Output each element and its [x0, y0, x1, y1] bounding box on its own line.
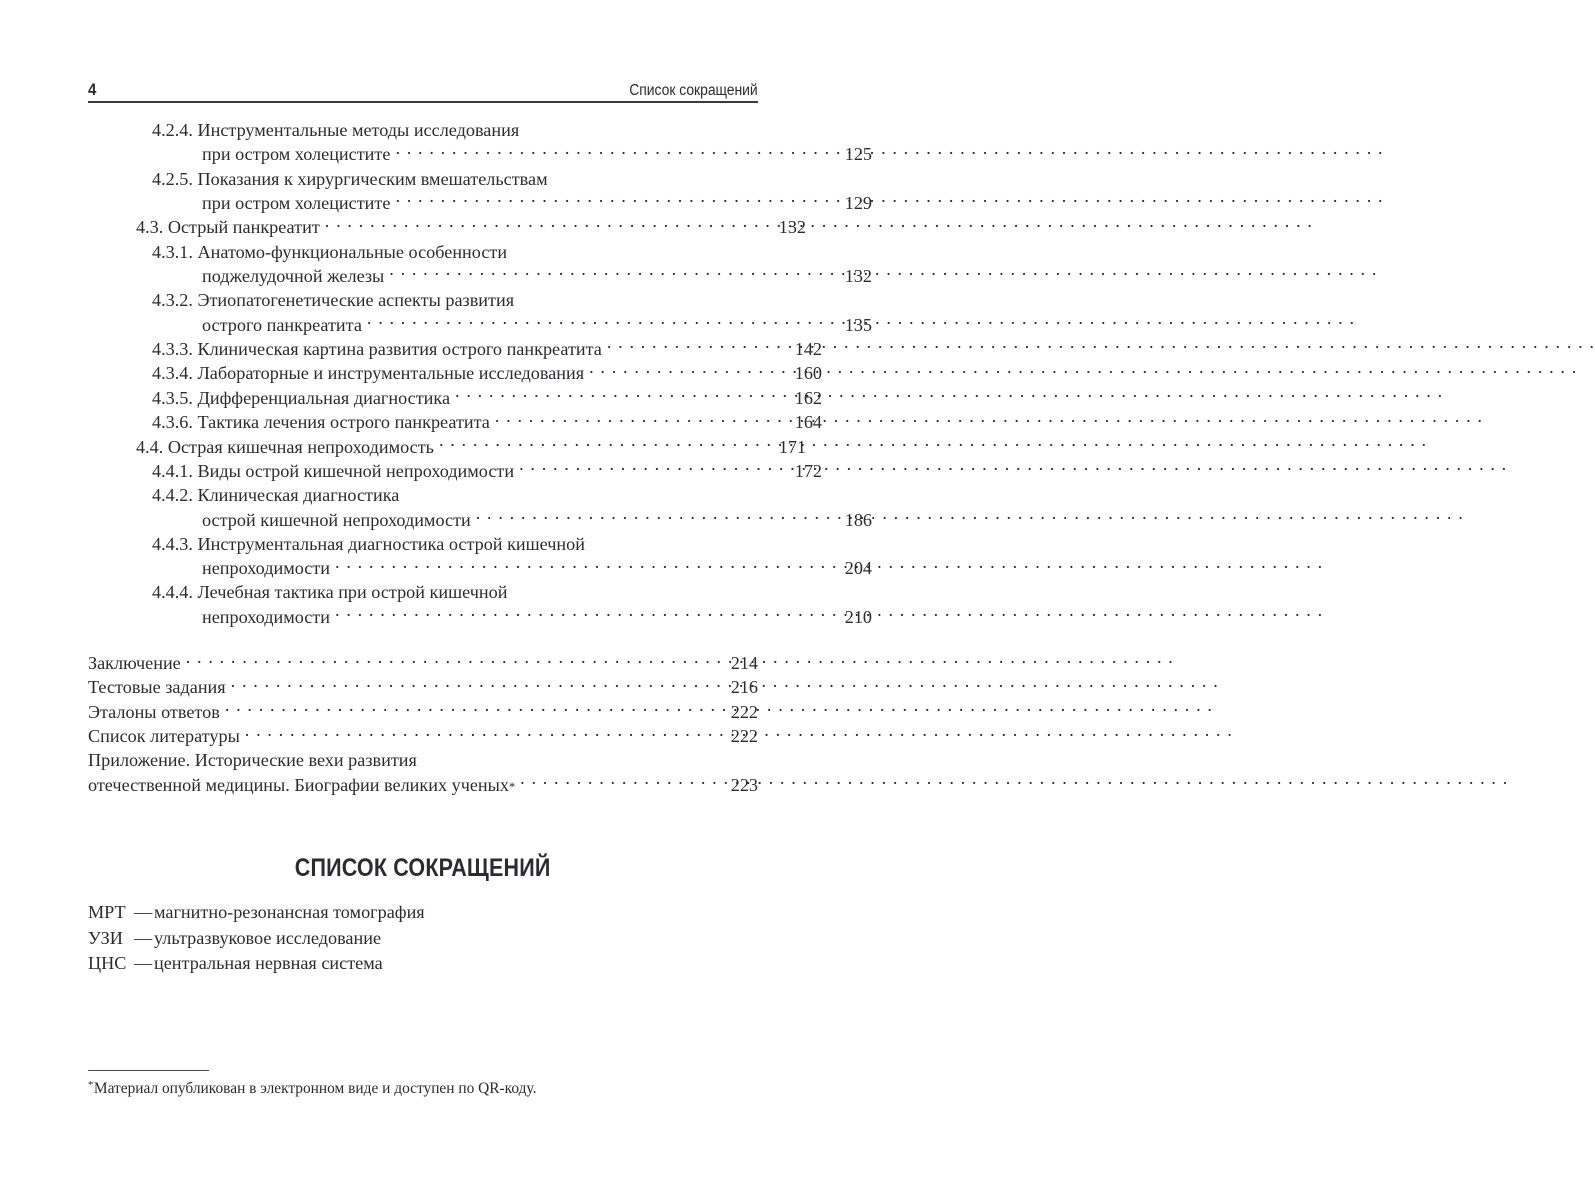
toc-page-number: 142 — [794, 338, 822, 359]
toc-entry-label: 4.4.2. Клиническая диагностика — [152, 485, 400, 506]
toc-entry[interactable] — [88, 459, 822, 483]
toc-dot-leader — [520, 773, 721, 791]
toc-entry-label: 4.4. Острая кишечная непроходимость — [136, 436, 434, 457]
toc-page-number: 125 — [844, 144, 872, 165]
toc-entry-label: Приложение. Исторические вехи развития — [88, 750, 417, 771]
toc-entry-label: непроходимости — [202, 558, 331, 579]
toc-entry-label: непроходимости — [202, 606, 331, 627]
abbreviation-term: ЦНС — [88, 953, 127, 973]
footnote-marker: * — [88, 1079, 94, 1092]
abbreviations-list — [88, 900, 688, 977]
toc-dot-leader — [245, 724, 721, 742]
toc-entry[interactable] — [88, 483, 872, 532]
toc-page-number: 222 — [730, 701, 758, 722]
toc-entry-line: отечественной медицины. Биографии великих ученых * . . . 223 — [88, 773, 758, 797]
toc-entry[interactable] — [88, 580, 872, 629]
toc-entry-label: при остром холецистите — [202, 144, 391, 165]
toc-entry-label: 4.4.3. Инструментальная диагностика острой кишечной — [152, 533, 585, 554]
toc-page-number: 132 — [844, 265, 872, 286]
toc-dot-leader — [589, 361, 785, 379]
abbreviations-heading-text: СПИСОК СОКРАЩЕНИЙ — [295, 854, 551, 882]
toc-entry-label: 4.3.4. Лабораторные и инструментальные исследования — [152, 363, 585, 384]
table-of-contents — [88, 118, 872, 797]
toc-dot-leader — [607, 337, 785, 355]
running-head — [88, 72, 758, 98]
toc-entry-label: острой кишечной непроходимости — [202, 509, 471, 530]
toc-dot-leader — [225, 700, 721, 718]
footnote-separator-rule — [88, 1070, 209, 1071]
toc-page-number: 172 — [794, 460, 822, 481]
toc-entry-label: Эталоны ответов — [88, 701, 220, 722]
toc-page-number: 210 — [844, 606, 872, 627]
toc-dot-leader — [367, 312, 835, 330]
footnote-text: Материал опубликован в электронном виде и доступен по QR-коду. — [93, 1080, 537, 1097]
toc-entry-line — [88, 264, 872, 288]
toc-entry-line — [88, 215, 806, 239]
toc-entry[interactable] — [88, 215, 806, 239]
toc-dot-leader — [439, 434, 769, 452]
toc-page-number: 171 — [778, 436, 806, 457]
toc-page-number: 162 — [794, 387, 822, 408]
running-head-title: Список сокращений — [629, 81, 758, 99]
abbreviation-row — [88, 926, 688, 952]
toc-entry-label: 4.3.3. Клиническая картина развития острого панкреатита — [152, 338, 602, 359]
toc-entry-label: 4.4.4. Лечебная тактика при острой кишечной — [152, 582, 508, 603]
toc-entry-label: 4.3. Острый панкреатит — [136, 217, 320, 238]
toc-entry-label: 4.3.1. Анатомо-функциональные особенности — [152, 241, 508, 262]
toc-entry[interactable] — [88, 532, 872, 581]
abbreviation-dash: — — [134, 953, 153, 973]
toc-dot-leader — [186, 651, 721, 669]
toc-entry-line — [88, 724, 758, 748]
toc-page-number: 204 — [844, 558, 872, 579]
toc-entry-label: 4.4.1. Виды острой кишечной непроходимости — [152, 460, 515, 481]
toc-dot-leader — [335, 556, 835, 574]
toc-dot-leader — [395, 142, 835, 160]
toc-dot-leader — [395, 191, 835, 209]
toc-page-number: 132 — [778, 217, 806, 238]
abbreviation-term: УЗИ — [88, 927, 123, 948]
abbreviation-row — [88, 900, 688, 926]
toc-dot-leader — [231, 675, 721, 693]
toc-entry-label: отечественной медицины. Биографии великих ученых — [88, 774, 509, 795]
abbreviation-dash: — — [134, 902, 153, 922]
toc-entry-label: 4.3.6. Тактика лечения острого панкреатита — [152, 412, 490, 433]
footnote — [88, 1078, 758, 1099]
toc-dot-leader — [495, 410, 785, 428]
toc-entry-label: Список литературы — [88, 726, 240, 747]
toc-dot-leader — [389, 264, 835, 282]
toc-entry-line — [88, 459, 822, 483]
toc-entry-label: 4.3.2. Этиопатогенетические аспекты развития — [152, 290, 515, 311]
abbreviations-heading — [88, 854, 758, 883]
toc-page-number: 129 — [844, 192, 872, 213]
toc-entry[interactable] — [88, 724, 758, 748]
toc-dot-leader — [455, 386, 785, 404]
abbreviation-term: МРТ — [88, 902, 126, 922]
toc-dot-leader — [476, 507, 835, 525]
toc-entry[interactable] — [88, 118, 872, 167]
abbreviation-definition: магнитно-резонансная томография — [154, 902, 425, 922]
toc-dot-leader — [519, 459, 785, 477]
toc-entry-label: Заключение — [88, 653, 181, 674]
toc-entry-line — [88, 142, 872, 166]
abbreviation-row — [88, 951, 688, 977]
page-folio-number: 4 — [88, 80, 97, 99]
toc-page-number: 222 — [730, 726, 758, 747]
toc-dot-leader — [325, 215, 769, 233]
toc-page-number: 186 — [844, 509, 872, 530]
toc-entry-line — [88, 556, 872, 580]
toc-entry-line — [88, 507, 872, 531]
toc-entry-label: 4.3.5. Дифференциальная диагностика — [152, 387, 451, 408]
toc-entry-label: 4.2.5. Показания к хирургическим вмешательствам — [152, 168, 548, 189]
toc-entry-label: острого панкреатита — [202, 314, 362, 335]
toc-entry[interactable] — [88, 240, 872, 289]
toc-entry[interactable] — [88, 748, 758, 797]
toc-entry-label: поджелудочной железы — [202, 265, 385, 286]
toc-page-number: 135 — [844, 314, 872, 335]
toc-entry-label: Тестовые задания — [88, 677, 226, 698]
running-head-rule — [88, 101, 758, 103]
abbreviation-definition: центральная нервная система — [154, 953, 383, 973]
toc-page-number: 216 — [730, 677, 758, 698]
toc-page-number: 164 — [794, 412, 822, 433]
toc-page-number: 223 — [730, 774, 758, 795]
toc-dot-leader — [335, 605, 835, 623]
toc-entry-label: 4.2.4. Инструментальные методы исследования — [152, 120, 520, 140]
abbreviation-definition: ультразвуковое исследование — [154, 927, 382, 948]
toc-page-number: 160 — [794, 363, 822, 384]
abbreviation-dash: — — [134, 927, 153, 948]
toc-entry-line — [88, 605, 872, 629]
toc-entry-label: при остром холецистите — [202, 192, 391, 213]
toc-page-number: 214 — [730, 653, 758, 674]
